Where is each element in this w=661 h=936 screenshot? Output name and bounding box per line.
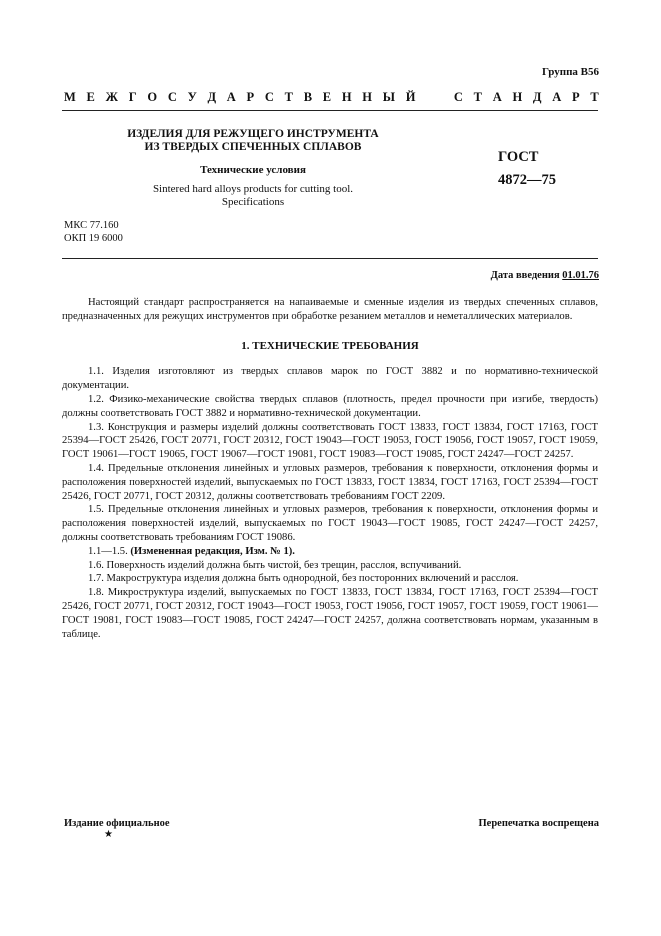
title-block bbox=[108, 128, 398, 209]
english-title-line-2: Specifications bbox=[221, 196, 285, 208]
amendment-prefix: 1.1—1.5. bbox=[88, 545, 128, 557]
amendment-note bbox=[62, 545, 598, 559]
banner-letter: А bbox=[492, 90, 502, 104]
banner-letter: Е bbox=[322, 90, 332, 104]
clause-1-4: 1.4. Предельные отклонения линейных и угловых размеров, требования к поверхности, отклонения формы и расположения поверхностей изделий, выпускаемых по ГОСТ 13833, ГОСТ 13834, ГОСТ 17163, ГОСТ 25394—ГОСТ 25426, ГОСТ 20771, ГОСТ 20312, должны соответствовать требованиям ГОСТ 2209. bbox=[62, 462, 598, 502]
banner-letter: Д bbox=[532, 90, 542, 104]
group-code: Группа В56 bbox=[541, 66, 599, 78]
banner-letter: Й bbox=[405, 90, 416, 104]
document-body bbox=[62, 296, 598, 641]
header-divider bbox=[62, 258, 598, 259]
title-line-1: ИЗДЕЛИЯ ДЛЯ РЕЖУЩЕГО ИНСТРУМЕНТА bbox=[127, 128, 379, 140]
banner-letter: Д bbox=[207, 90, 217, 104]
banner-letter: Н bbox=[512, 90, 523, 104]
reprint-prohibited: Перепечатка воспрещена bbox=[478, 818, 599, 829]
clause-1-7: 1.7. Макроструктура изделия должна быть однородной, без посторонних включений и расслоя. bbox=[88, 573, 519, 585]
banner-letter: С bbox=[167, 90, 177, 104]
banner-letter: Н bbox=[341, 90, 352, 104]
effective-date bbox=[491, 270, 599, 281]
intro-paragraph: Настоящий стандарт распространяется на напаиваемые и сменные изделия из твердых спеченных сплавов, предназначенных для режущих инструментов при обработке резанием металлов и неметаллических материалов. bbox=[62, 297, 598, 322]
star-icon: ★ bbox=[104, 829, 113, 840]
gost-label: ГОСТ bbox=[498, 149, 539, 165]
banner-letter: А bbox=[226, 90, 236, 104]
banner-letter: В bbox=[303, 90, 313, 104]
gost-number: 4872—75 bbox=[498, 172, 556, 188]
official-edition: Издание официальное bbox=[64, 818, 170, 829]
english-title-line-1: Sintered hard alloys products for cutting tool. bbox=[152, 183, 354, 195]
banner-letter bbox=[426, 90, 429, 105]
banner-letter: Г bbox=[128, 90, 137, 104]
clause-1-8: 1.8. Микроструктура изделий, выпускаемых по ГОСТ 13833, ГОСТ 13834, ГОСТ 17163, ГОСТ 25394—ГОСТ 25426, ГОСТ 20771, ГОСТ 20312, ГОСТ 19043—ГОСТ 19053, ГОСТ 19056, ГОСТ 19057, ГОСТ 19059, ГОСТ 19061—ГОСТ 19081, ГОСТ 19083—ГОСТ 19085, ГОСТ 24247—ГОСТ 24257, должна соответствовать нормам, указанным в таблице. bbox=[62, 587, 598, 640]
amendment-bold: (Измененная редакция, Изм. № 1). bbox=[130, 545, 295, 557]
effective-date-value: 01.01.76 bbox=[562, 270, 599, 281]
banner-letter: Р bbox=[571, 90, 580, 104]
subtitle: Технические условия bbox=[200, 164, 306, 176]
banner-letter: С bbox=[264, 90, 274, 104]
banner-letter: Т bbox=[473, 90, 482, 104]
banner-letter: Н bbox=[362, 90, 373, 104]
okp-code: ОКП 19 6000 bbox=[64, 233, 123, 244]
banner-letter: М bbox=[64, 90, 76, 104]
clause-1-2: 1.2. Физико-механические свойства твердых сплавов (плотность, предел прочности при изгибе, твердость) должны соответствовать ГОСТ 3882 и нормативно-технической документации. bbox=[62, 393, 598, 419]
banner-letter: С bbox=[453, 90, 463, 104]
clause-1-6: 1.6. Поверхность изделий должна быть чистой, без трещин, расслоя, вспучиваний. bbox=[88, 559, 462, 571]
standard-banner bbox=[64, 90, 599, 105]
banner-letter: Ы bbox=[382, 90, 396, 104]
title-line-2: ИЗ ТВЕРДЫХ СПЕЧЕННЫХ СПЛАВОВ bbox=[144, 141, 362, 153]
banner-letter: Ж bbox=[105, 90, 118, 104]
mks-code: МКС 77.160 bbox=[64, 220, 119, 231]
banner-letter: А bbox=[552, 90, 562, 104]
banner-letter: Е bbox=[86, 90, 95, 104]
classification-codes bbox=[64, 219, 123, 245]
section-heading: 1. ТЕХНИЧЕСКИЕ ТРЕБОВАНИЯ bbox=[241, 339, 419, 352]
banner-letter: У bbox=[187, 90, 197, 104]
clause-1-1: 1.1. Изделия изготовляют из твердых сплавов марок по ГОСТ 3882 и по нормативно-технической документации. bbox=[62, 366, 598, 392]
banner-letter: Т bbox=[284, 90, 293, 104]
top-divider bbox=[62, 110, 598, 111]
clause-1-5: 1.5. Предельные отклонения линейных и угловых размеров, требования к поверхности, отклонения формы и расположения поверхностей изделий, выпускаемых по ГОСТ 19043—ГОСТ 19085, ГОСТ 24247—ГОСТ 24257, должны соответствовать требованиям ГОСТ 19086. bbox=[62, 504, 598, 543]
effective-date-label: Дата введения bbox=[490, 270, 560, 281]
banner-letter: Р bbox=[246, 90, 255, 104]
clause-1-3: 1.3. Конструкция и размеры изделий должны соответствовать ГОСТ 13833, ГОСТ 13834, ГОСТ 17163, ГОСТ 25394—ГОСТ 25426, ГОСТ 20771, ГОСТ 20312, ГОСТ 19043—ГОСТ 19053, ГОСТ 19056, ГОСТ 19057, ГОСТ 19059, ГОСТ 19061—ГОСТ 19065, ГОСТ 19067—ГОСТ 19081, ГОСТ 19083—ГОСТ 19085, ГОСТ 24247—ГОСТ 24257. bbox=[62, 421, 598, 461]
banner-letter: О bbox=[147, 90, 158, 104]
banner-letter bbox=[440, 90, 443, 105]
banner-letter: Т bbox=[590, 90, 599, 104]
